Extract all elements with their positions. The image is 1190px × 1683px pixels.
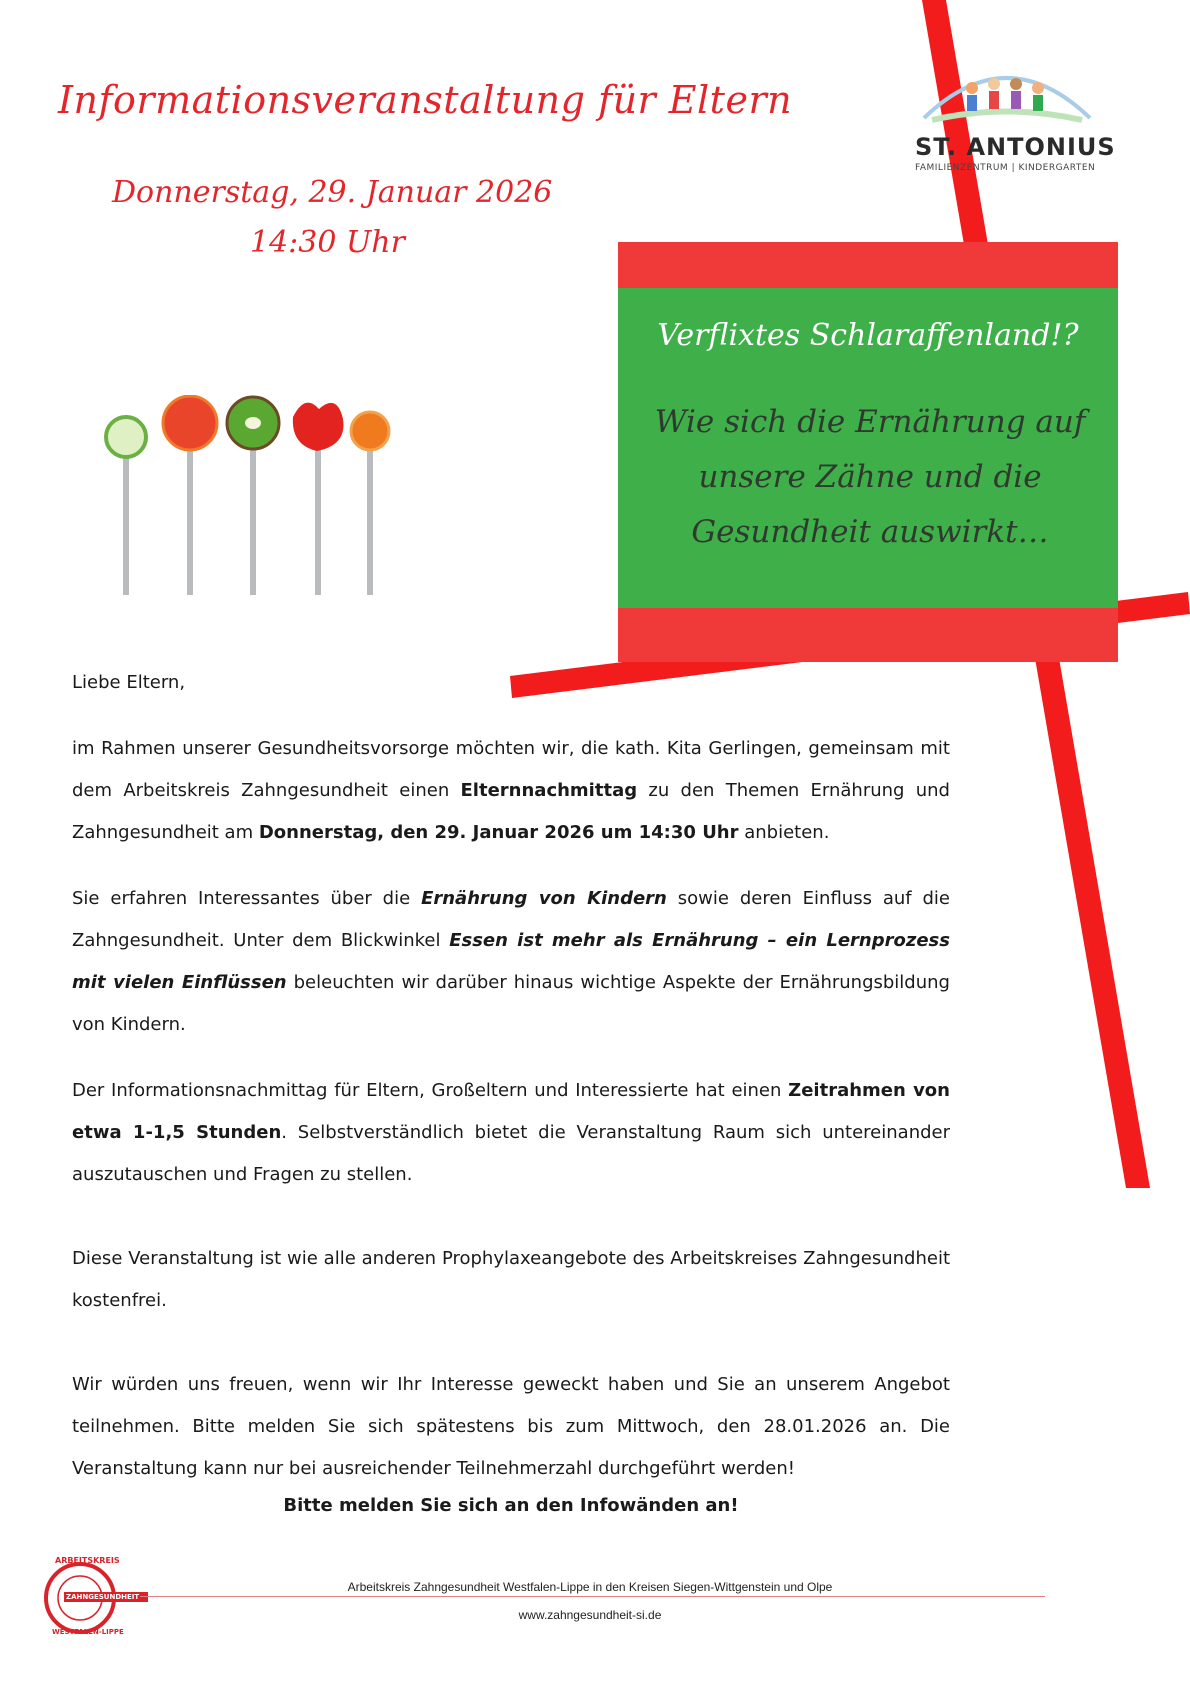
paragraph-intro: im Rahmen unserer Gesundheitsvorsorge möchten wir, die kath. Kita Gerlingen, gemeinsam mit dem Arbeitskreis Zahngesundheit einen Elternnachmittag zu den Themen Ernährung und Zahngesundheit am Donnerstag, den 29. Januar 2026 um 14:30 Uhr anbieten.: [72, 738, 950, 843]
cucumber-slice-icon: [106, 417, 146, 457]
logo-name: ST. ANTONIUS: [915, 133, 1116, 161]
letter-body: [72, 662, 950, 1490]
footer-divider: [140, 1596, 1045, 1597]
topic-subtitle: Wie sich die Ernährung auf unsere Zähne und die Gesundheit auswirkt…: [654, 404, 1086, 550]
paragraph-registration: Wir würden uns freuen, wenn wir Ihr Interesse geweckt haben und Sie an unserem Angebot teilnehmen. Bitte melden Sie sich spätestens bis zum Mittwoch, den 28.01.2026 an. Die Veranstaltung kann nur bei ausreichender Teilnehmerzahl durchgeführt werden!: [72, 1374, 950, 1479]
page-title: Informationsveranstaltung für Eltern: [58, 78, 793, 122]
salutation: Liebe Eltern,: [72, 672, 186, 693]
paragraph-cost: Diese Veranstaltung ist wie alle anderen Prophylaxeangebote des Arbeitskreises Zahngesundheit kostenfrei.: [72, 1248, 950, 1311]
footer-website-link[interactable]: www.zahngesundheit-si.de: [518, 1608, 662, 1622]
forks-with-vegetables-image: [95, 395, 395, 595]
event-date: Donnerstag, 29. Januar 2026: [112, 175, 553, 210]
paragraph-duration: Der Informationsnachmittag für Eltern, Großeltern und Interessierte hat einen Zeitrahmen von etwa 1-1,5 Stunden. Selbstverständlich bietet die Veranstaltung Raum sich untereinander auszutauschen und Fragen zu stellen.: [72, 1080, 950, 1185]
seal-text-top: ARBEITSKREIS: [55, 1556, 120, 1565]
event-time: 14:30 Uhr: [250, 225, 405, 260]
red-pepper-slice-icon: [293, 403, 344, 451]
paragraph-topics: Sie erfahren Interessantes über die Ernährung von Kindern sowie deren Einfluss auf die Zahngesundheit. Unter dem Blickwinkel Essen ist mehr als Ernährung – ein Lernprozess mit vielen Einflüssen beleuchten wir darüber hinaus wichtige Aspekte der Ernährungsbildung von Kindern.: [72, 888, 950, 1035]
registration-call-to-action: Bitte melden Sie sich an den Infowänden an!: [283, 1495, 739, 1516]
seal-text-bottom: WESTFALEN-LIPPE: [52, 1628, 124, 1636]
seal-text-mid: ZAHNGESUNDHEIT: [66, 1593, 140, 1601]
topic-title: Verflixtes Schlaraffenland!?: [657, 318, 1079, 353]
tomato-slice-icon: [163, 396, 217, 450]
footer-organization: Arbeitskreis Zahngesundheit Westfalen-Lippe in den Kreisen Siegen-Wittgenstein und Olpe: [347, 1580, 833, 1594]
carrot-slice-icon: [351, 412, 389, 450]
logo-subtitle: FAMILIENZENTRUM | KINDERGARTEN: [915, 163, 1096, 173]
